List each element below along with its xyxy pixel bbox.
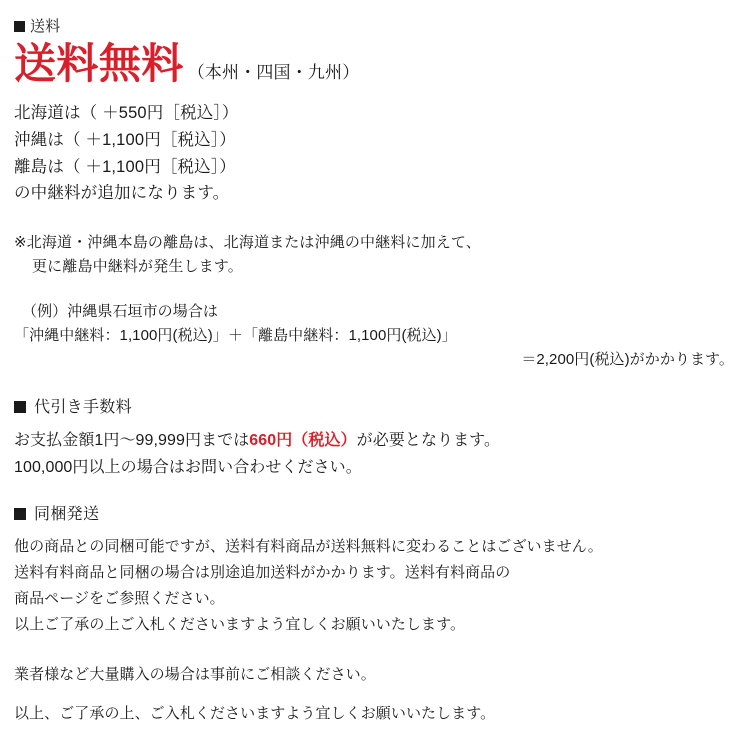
bundle-line: 商品ページをご参照ください。 xyxy=(14,589,225,607)
closing-line: 以上、ご了承の上、ご入札くださいますよう宜しくお願いいたします。 xyxy=(14,705,496,723)
shipping-rate-list xyxy=(14,100,736,207)
example-total: ＝2,200円(税込)がかかります。 xyxy=(521,350,734,368)
example-calculation: 「沖縄中継料：1,100円(税込)」＋「離島中継料：1,100円(税込)」 xyxy=(14,326,457,344)
bundle-line: 他の商品との同梱可能ですが、送料有料商品が送料無料に変わることはございません。 xyxy=(14,538,603,556)
cod-line-1 xyxy=(14,427,736,454)
bundle-line: 送料有料商品と同梱の場合は別途追加送料がかかります。送料有料商品の xyxy=(14,564,511,582)
shipping-heading xyxy=(14,18,736,36)
free-shipping-label: 送料無料 xyxy=(14,40,184,87)
bundle-line: 以上ご了承の上ご入札くださいますよう宜しくお願いいたします。 xyxy=(14,615,466,633)
closing-line: 業者様など大量購入の場合は事前にご相談ください。 xyxy=(14,665,376,683)
rate-line: 沖縄は（ ＋1,100円［税込］） xyxy=(14,130,236,149)
cod-heading xyxy=(14,398,736,417)
spacer xyxy=(14,638,736,662)
spacer xyxy=(14,687,736,701)
remote-island-note xyxy=(14,231,736,280)
rate-line: 離島は（ ＋1,100円［税込］） xyxy=(14,157,236,176)
square-bullet-icon xyxy=(14,508,26,520)
bundle-heading xyxy=(14,505,736,524)
cod-fee-amount: 660円（税込） xyxy=(249,431,357,449)
free-shipping-banner xyxy=(14,42,736,86)
shipping-example xyxy=(14,300,736,372)
rate-line: 北海道は（ ＋550円［税込］） xyxy=(14,104,239,123)
note-line: 更に離島中継料が発生します。 xyxy=(32,258,243,276)
square-bullet-icon xyxy=(14,21,25,32)
square-bullet-icon xyxy=(14,401,26,413)
rate-line: の中継料が追加になります。 xyxy=(14,184,230,203)
cod-line-2: 100,000円以上の場合はお問い合わせください。 xyxy=(14,458,362,476)
cod-heading-label: 代引き手数料 xyxy=(34,398,132,416)
shipping-heading-label: 送料 xyxy=(30,18,61,35)
spacer xyxy=(14,481,736,505)
note-line: ※北海道・沖縄本島の離島は、北海道または沖縄の中継料に加えて、 xyxy=(14,233,481,251)
cod-line-1-pre: お支払金額1円〜99,999円までは xyxy=(14,431,250,449)
example-intro: （例）沖縄県石垣市の場合は xyxy=(22,302,218,320)
cod-line-1-post: が必要となります。 xyxy=(356,431,501,449)
free-shipping-regions: （本州・四国・九州） xyxy=(187,63,360,82)
bundle-heading-label: 同梱発送 xyxy=(34,506,100,524)
